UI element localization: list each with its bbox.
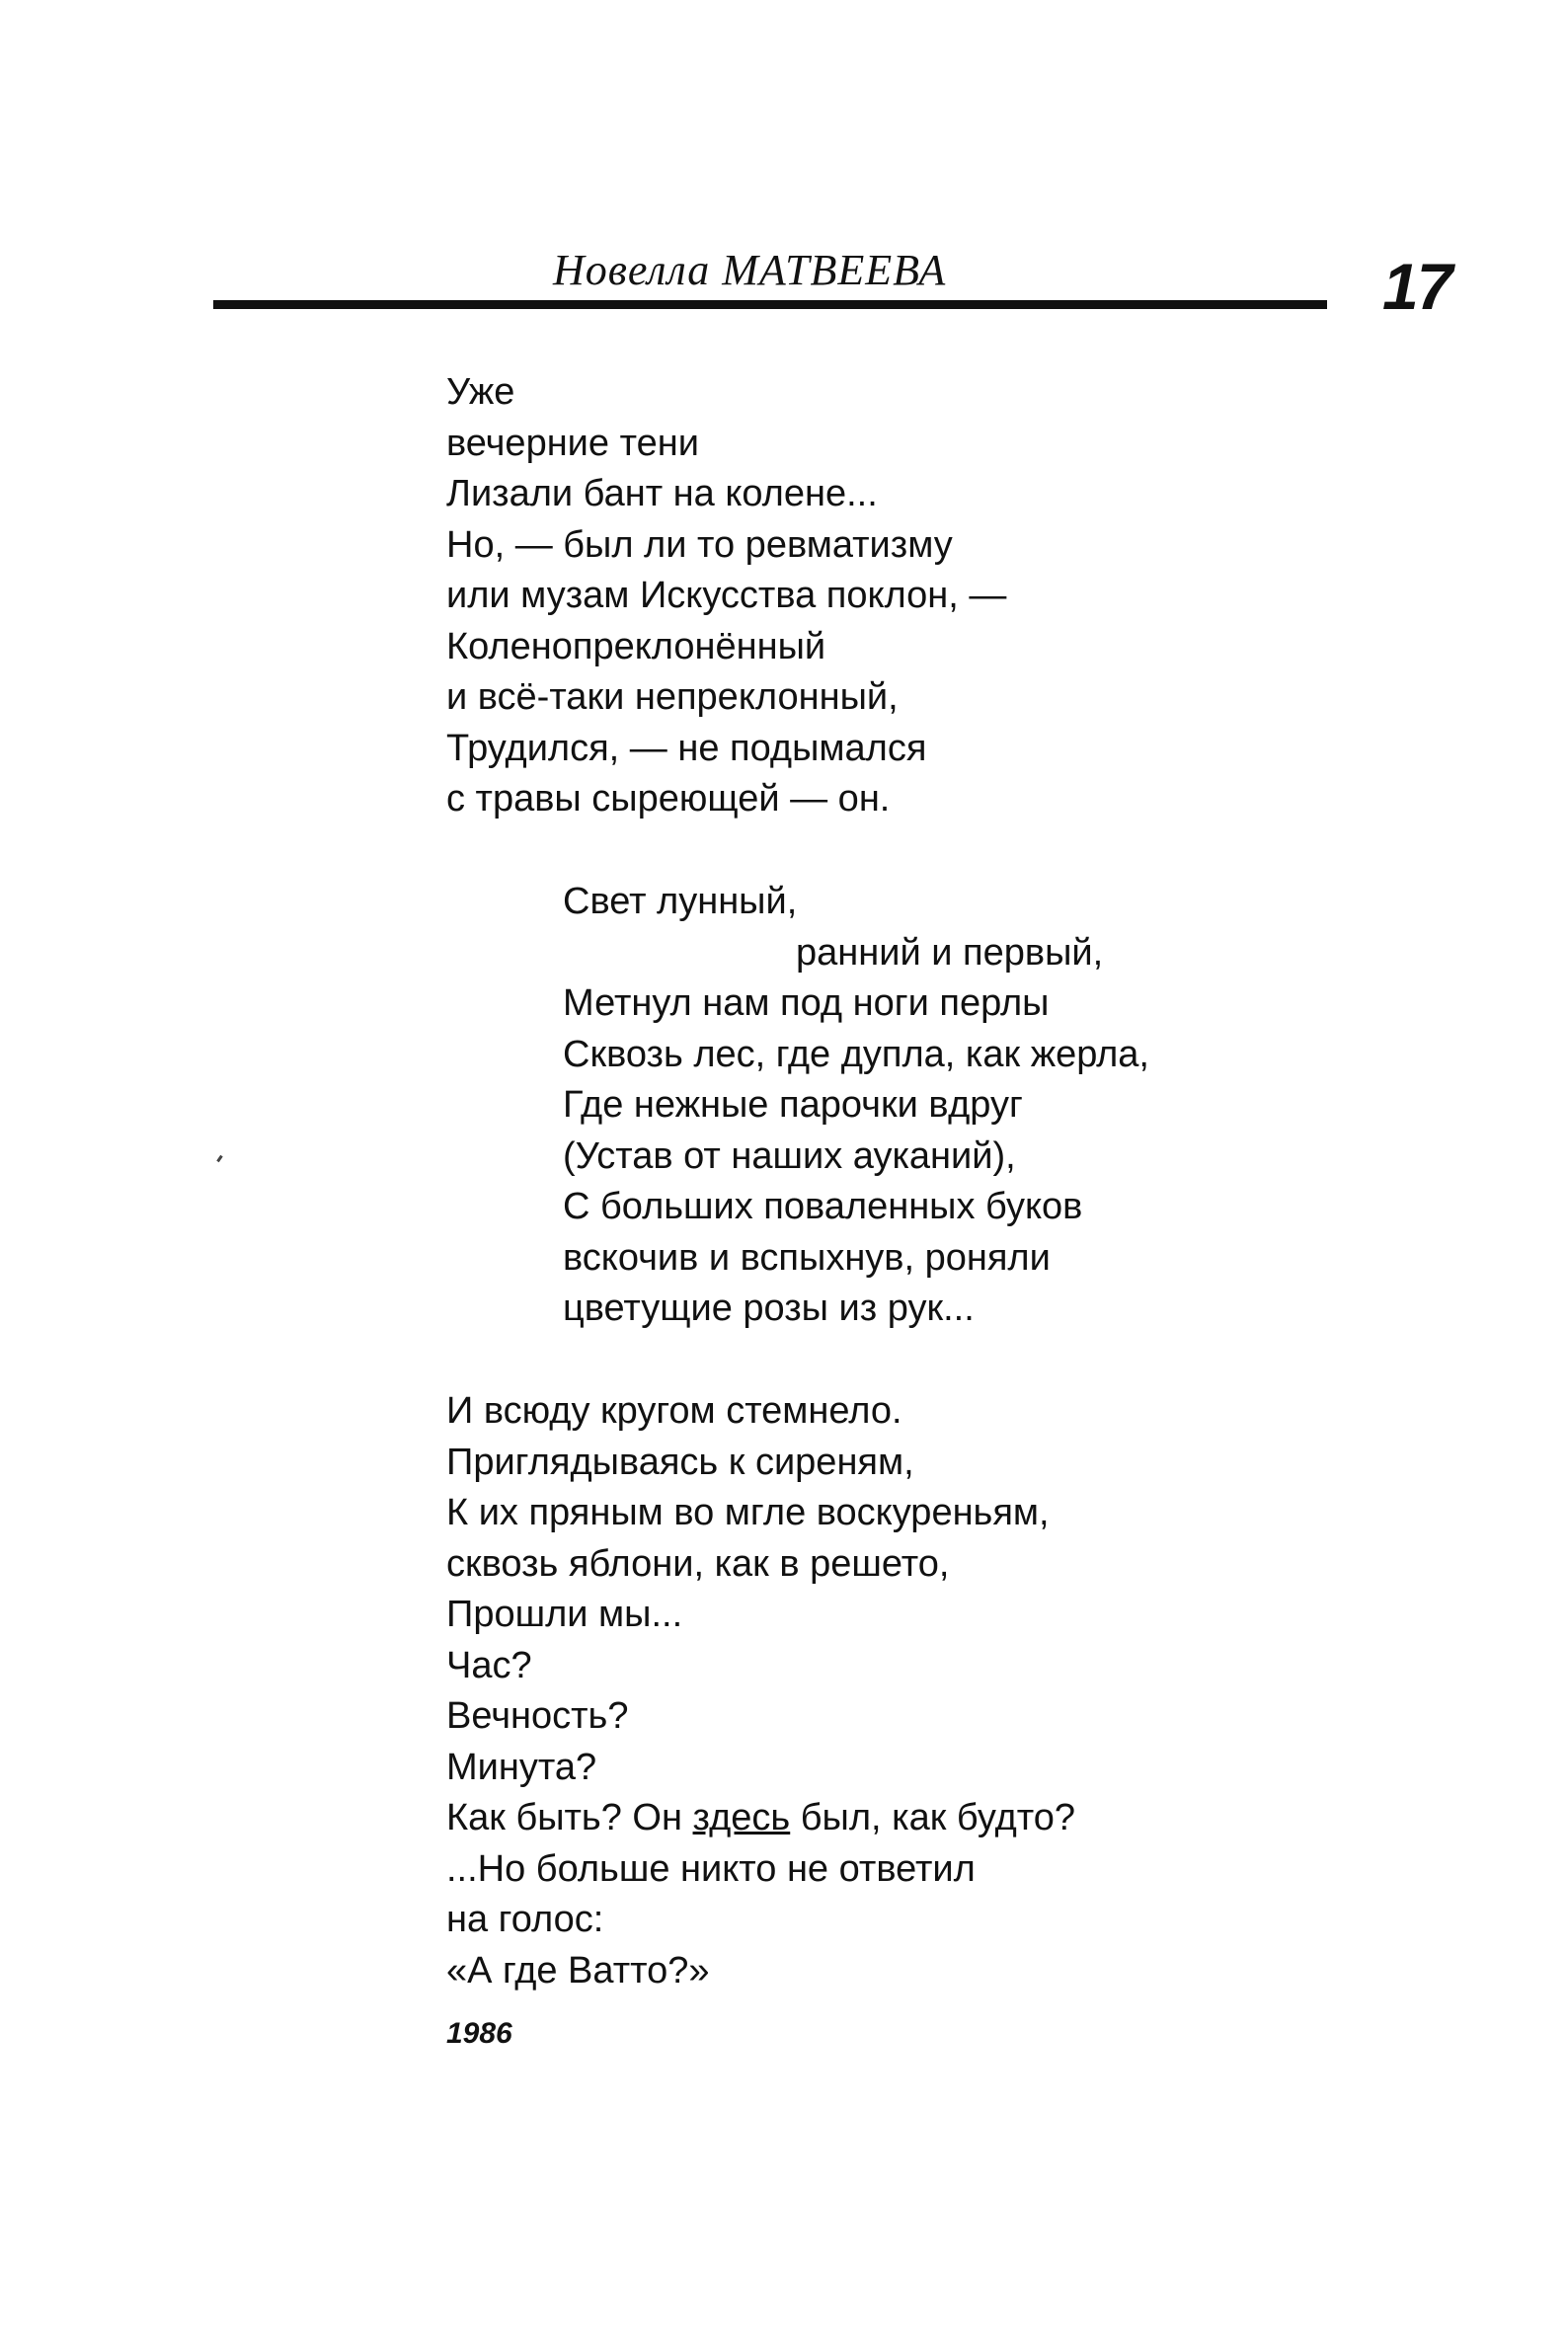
poem-line: вечерние тени: [446, 422, 699, 464]
poem-line: Но, — был ли то ревматизму: [446, 523, 953, 566]
poem-line: с травы сыреющей — он.: [446, 778, 891, 820]
poem-line: «А где Ватто?»: [446, 1949, 710, 1992]
poem-line: Сквозь лес, где дупла, как жерла,: [563, 1033, 1149, 1075]
poem-line-indented: ранний и первый,: [796, 931, 1104, 974]
line-text-before: Как быть? Он: [446, 1797, 693, 1838]
poem-line: Час?: [446, 1644, 532, 1686]
poem-line: К их пряным во мгле воскуреньям,: [446, 1492, 1050, 1533]
poem-line: Метнул нам под ноги перлы: [563, 982, 1050, 1024]
poem-line: вскочив и вспыхнув, роняли: [563, 1236, 1051, 1279]
poem-line: (Устав от наших ауканий),: [563, 1134, 1016, 1177]
poem-line: Минута?: [446, 1746, 597, 1788]
poem-line: Приглядываясь к сиреням,: [446, 1441, 914, 1483]
poem-line-with-underline: [446, 1793, 1075, 1844]
header-rule: [213, 300, 1327, 309]
poem-line: или музам Искусства поклон, —: [446, 575, 1007, 616]
poem-line: Где нежные парочки вдруг: [563, 1084, 1023, 1126]
running-head-author: Новелла МАТВЕЕВА: [553, 246, 947, 294]
poem-line: и всё-таки непреклонный,: [446, 676, 899, 718]
poem-line: сквозь яблони, как в решето,: [446, 1542, 950, 1585]
page-number: 17: [1382, 250, 1451, 323]
stanza-1: [446, 367, 1006, 825]
poem-line: Коленопреклонённый: [446, 625, 826, 667]
stanza-3: [446, 1386, 1075, 2048]
poem-line: С больших поваленных буков: [563, 1186, 1083, 1227]
print-speck: [216, 1155, 222, 1162]
underlined-word: здесь: [692, 1797, 791, 1838]
poem-line: Трудился, — не подымался: [446, 727, 927, 769]
poem-line: Прошли мы...: [446, 1594, 683, 1635]
poem-line: Уже: [446, 371, 515, 413]
poem-date: 1986: [446, 2017, 512, 2050]
poem-line: ...Но больше никто не ответил: [446, 1847, 976, 1890]
poem-line: на голос:: [446, 1899, 604, 1940]
poem-line: Свет лунный,: [563, 881, 798, 922]
poem-line: Вечность?: [446, 1695, 629, 1737]
poem-line: цветущие розы из рук...: [563, 1288, 975, 1329]
stanza-2: [563, 877, 1149, 1335]
poem-line: И всюду кругом стемнело.: [446, 1390, 902, 1432]
line-text-after: был, как будто?: [790, 1797, 1076, 1838]
poem-line: Лизали бант на колене...: [446, 473, 878, 514]
